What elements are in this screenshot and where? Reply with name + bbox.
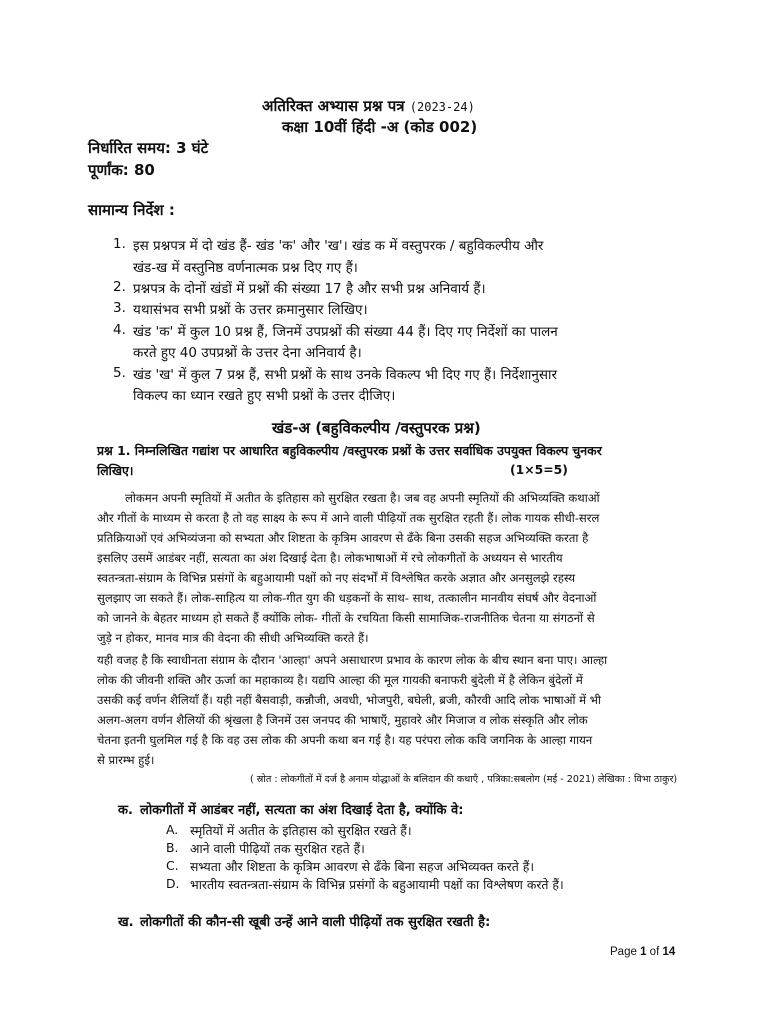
instruction-text: इस प्रश्नपत्र में दो खंड हैं- खंड 'क' और 'ख'। खंड क में वस्तुपरक / बहुविकल्पीय और xyxy=(133,238,544,254)
passage-line: और गीतों के माध्यम से करता है तो वह साक्ष्य के रूप में आने वाली पीढ़ियों तक सुरक्षित रहती हैं। लोक गायक सीधी-सरल xyxy=(97,511,600,525)
instruction-text: करते हुए 40 उपप्रश्नों के उत्तर देना अनिवार्य है। xyxy=(133,345,362,361)
passage-line: लोक की जीवनी शक्ति और ऊर्जा का महाकाव्य है। यद्यपि आल्हा की मूल गायकी बनाफरी बुंदेली में है लेकिन बुंदेलों में xyxy=(97,673,583,687)
question-1-instruction: प्रश्न 1. निम्नलिखित गद्यांश पर आधारित बहुविकल्पीय /वस्तुपरक प्रश्नों के उत्तर सर्वाधिक उपयुक्त विकल्प चुनकर xyxy=(97,443,602,458)
passage-line: चेतना इतनी घुलमिल गई है कि वह उस लोक की अपनी कथा बन गई है। यह परंपरा लोक कवि जगनिक के आल्हा गायन xyxy=(97,733,593,747)
passage-line: स्वतन्त्रता-संग्राम के विभिन्न प्रसंगों के बहुआयामी पक्षों को नए संदर्भों में विश्लेषित करके अज्ञात और अनसुलझे रहस्य xyxy=(97,571,576,585)
instruction-text: विकल्प का ध्यान रखते हुए सभी प्रश्नों के उत्तर दीजिए। xyxy=(133,388,396,404)
class-line: कक्षा 10वीं हिंदी -अ (कोड 002) xyxy=(282,118,478,136)
passage-line: इसलिए उसमें आडंबर नहीं, सत्यता का अंश दिखाई देता है। लोकभाषाओं में रचे लोकगीतों के अध्ययन से भारतीय xyxy=(97,551,563,565)
passage-line: अलग-अलग वर्णन शैलियों की श्रृंखला है जिनमें उस जनपद की भाषाएँ, मुहावरे और मिजाज व लोक संस्कृति और लोक xyxy=(97,713,588,727)
instruction-text: प्रश्नपत्र के दोनों खंडों में प्रश्नों की संख्या 17 है और सभी प्रश्न अनिवार्य हैं। xyxy=(133,281,486,297)
sub-question-kha-text: लोकगीतों की कौन-सी खूबी उन्हें आने वाली पीढ़ियों तक सुरक्षित रखती है: xyxy=(140,915,491,930)
page-number xyxy=(610,946,675,958)
instruction-text: यथासंभव सभी प्रश्नों के उत्तर क्रमानुसार लिखिए। xyxy=(133,302,368,318)
instruction-number: 1. xyxy=(113,236,126,252)
passage-line: लोकमन अपनी स्मृतियों में अतीत के इतिहास को सुरक्षित रखता है। जब वह अपनी स्मृतियों की अभिव्यक्ति कथाओं xyxy=(125,491,600,505)
sub-question-ka-label: क. xyxy=(118,803,133,818)
general-instructions-heading: सामान्य निर्देश : xyxy=(88,201,175,219)
page-of: of xyxy=(649,946,660,958)
paper-year: (2023-24) xyxy=(409,100,475,114)
page-total: 14 xyxy=(662,946,676,958)
instruction-number: 3. xyxy=(113,300,126,316)
option-text: स्मृतियों में अतीत के इतिहास को सुरक्षित रखते हैं। xyxy=(190,823,412,838)
passage-line: जुड़े न होकर, मानव मात्र की वेदना की सीधी अभिव्यक्ति करते हैं। xyxy=(97,631,369,645)
instruction-number: 4. xyxy=(113,322,126,338)
passage-line: से प्रारम्भ हुई। xyxy=(97,753,155,767)
option-key: B. xyxy=(166,840,179,855)
passage-line: यही वजह है कि स्वाधीनता संग्राम के दौरान 'आल्हा' अपने असाधारण प्रभाव के कारण लोक के बीच स्थान बना पाए। आल्हा xyxy=(97,653,608,667)
option-key: A. xyxy=(166,822,179,837)
option-text: आने वाली पीढ़ियों तक सुरक्षित रहते हैं। xyxy=(190,841,365,856)
passage-line: सुलझाए जा सकते हैं। लोक-साहित्य या लोक-गीत युग की धड़कनों के साथ- साथ, तत्कालीन मानवीय संघर्ष और वेदनाओं xyxy=(97,591,597,605)
question-1-marks: (1×5=5) xyxy=(510,462,568,477)
section-a-heading: खंड-अ (बहुविकल्पीय /वस्तुपरक प्रश्न) xyxy=(272,419,481,437)
option-key: C. xyxy=(166,858,179,873)
option-text: भारतीय स्वतन्त्रता-संग्राम के विभिन्न प्रसंगों के बहुआयामी पक्षों का विश्लेषण करते हैं। xyxy=(190,877,564,892)
option-key: D. xyxy=(166,876,180,891)
sub-question-ka-text: लोकगीतों में आडंबर नहीं, सत्यता का अंश दिखाई देता है, क्योंकि वे: xyxy=(140,803,464,818)
passage-paragraph-2 xyxy=(97,650,671,770)
instruction-text: खंड 'क' में कुल 10 प्रश्न हैं, जिनमें उपप्रश्नों की संख्या 44 हैं। दिए गए निर्देशों का पालन xyxy=(133,324,558,340)
passage-line: प्रतिक्रियाओं एवं अभिव्यंजना को सभ्यता और शिष्टता के कृत्रिम आवरण से ढँके बिना उसकी सहज अभिव्यक्ति करता है xyxy=(97,531,589,545)
question-1-instruction-continued: लिखिए। xyxy=(97,463,134,478)
option-text: सभ्यता और शिष्टता के कृत्रिम आवरण से ढँके बिना सहज अभिव्यक्त करते हैं। xyxy=(190,859,535,874)
page-current: 1 xyxy=(640,946,647,958)
passage-source: ( स्रोत : लोकगीतों में दर्ज है अनाम योद्धाओं के बलिदान की कथाएँ , पत्रिका:सबलोग (मई - 2021) लेखिका : विभा ठाकुर) xyxy=(250,774,678,785)
passage-line: उसकी कई वर्णन शैलियाँ हैं। यही नहीं बैसवाड़ी, कन्नौजी, अवधी, भोजपुरी, बघेली, ब्रजी, कौरवी आदि लोक भाषाओं में भी xyxy=(97,693,601,707)
sub-question-kha-label: ख. xyxy=(118,915,134,930)
instruction-text: खंड-ख में वस्तुनिष्ठ वर्णनात्मक प्रश्न दिए गए हैं। xyxy=(133,260,358,276)
paper-title-main: अतिरिक्त अभ्यास प्रश्न पत्र xyxy=(262,97,405,115)
page-prefix: Page xyxy=(610,946,637,958)
time-allowed: निर्धारित समय: 3 घंटे xyxy=(88,139,209,157)
passage-paragraph-1 xyxy=(97,488,671,648)
instruction-text: खंड 'ख' में कुल 7 प्रश्न हैं, सभी प्रश्नों के साथ उनके विकल्प भी दिए गए हैं। निर्देशानुसार xyxy=(133,367,558,383)
paper-title xyxy=(262,96,475,116)
passage-line: को जानने के बेहतर माध्यम हो सकते हैं क्योंकि लोक- गीतों के रचयिता किसी सामाजिक-राजनीतिक चेतना या संगठनों से xyxy=(97,611,595,625)
instruction-number: 5. xyxy=(113,365,126,381)
instruction-number: 2. xyxy=(113,279,126,295)
max-marks: पूर्णांक: 80 xyxy=(88,161,155,179)
